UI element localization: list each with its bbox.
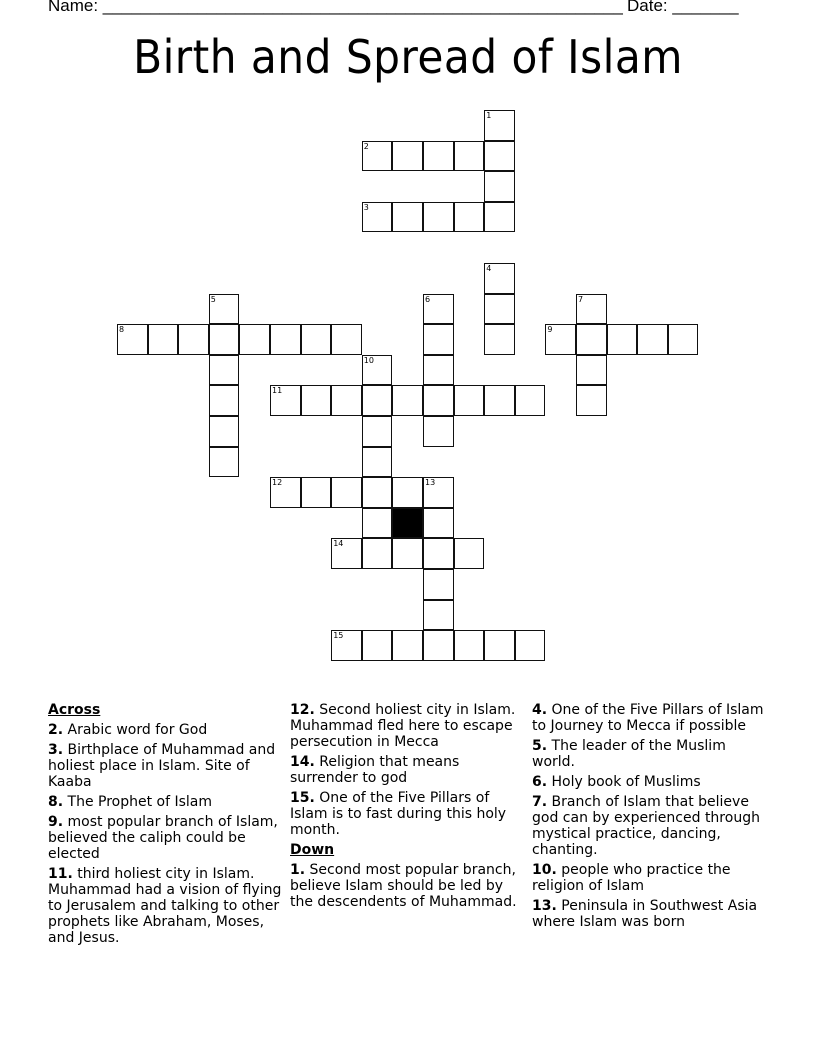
crossword-cell[interactable] <box>362 385 393 416</box>
name-field-label: Name: _______________________________________________________ <box>48 0 623 15</box>
crossword-cell[interactable] <box>423 508 454 539</box>
crossword-cell[interactable] <box>423 294 454 325</box>
crossword-cell[interactable] <box>454 538 485 569</box>
crossword-cell[interactable] <box>392 385 423 416</box>
crossword-cell[interactable] <box>484 110 515 141</box>
crossword-cell[interactable] <box>392 538 423 569</box>
cell-number: 2 <box>363 141 369 151</box>
crossword-cell[interactable] <box>362 447 393 478</box>
clue-number: 2. <box>48 722 64 738</box>
crossword-cell[interactable] <box>331 538 362 569</box>
clue-text: Arabic word for God <box>67 722 208 738</box>
crossword-cell[interactable] <box>668 324 699 355</box>
crossword-cell[interactable] <box>484 263 515 294</box>
clue-across-15 <box>290 790 526 838</box>
crossword-cell[interactable] <box>423 569 454 600</box>
cell-number: 6 <box>425 294 431 304</box>
crossword-cell[interactable] <box>362 141 393 172</box>
crossword-cell[interactable] <box>117 324 148 355</box>
clue-number: 4. <box>532 702 548 718</box>
clue-down-10 <box>532 862 768 894</box>
clue-number: 9. <box>48 814 64 830</box>
clue-number: 7. <box>532 794 548 810</box>
crossword-cell[interactable] <box>209 324 240 355</box>
cell-number: 5 <box>210 294 216 304</box>
clues-column-2 <box>290 702 526 914</box>
clue-text: third holiest city in Islam. Muhammad had a vision of flying to Jerusalem and talking to other prophets like Abraham, Moses, and Jesus. <box>48 866 282 946</box>
crossword-cell[interactable] <box>484 630 515 661</box>
cell-number: 14 <box>333 539 344 549</box>
crossword-cell[interactable] <box>423 416 454 447</box>
crossword-cell[interactable] <box>392 202 423 233</box>
clue-number: 5. <box>532 738 548 754</box>
cell-number: 3 <box>363 202 369 212</box>
crossword-cell[interactable] <box>148 324 179 355</box>
crossword-cell[interactable] <box>270 324 301 355</box>
crossword-cell[interactable] <box>331 630 362 661</box>
clue-across-11 <box>48 866 284 946</box>
crossword-cell[interactable] <box>423 324 454 355</box>
down-heading: Down <box>290 842 335 858</box>
clue-across-12 <box>290 702 526 750</box>
crossword-cell[interactable] <box>607 324 638 355</box>
clue-across-2 <box>48 722 284 738</box>
crossword-cell[interactable] <box>484 141 515 172</box>
clue-text: One of the Five Pillars of Islam is to fast during this holy month. <box>290 790 507 838</box>
cell-number: 10 <box>363 355 374 365</box>
crossword-cell[interactable] <box>362 508 393 539</box>
clues-column-1 <box>48 702 284 950</box>
crossword-cell[interactable] <box>484 294 515 325</box>
clue-number: 12. <box>290 702 315 718</box>
crossword-cell[interactable] <box>576 294 607 325</box>
crossword-cell[interactable] <box>454 141 485 172</box>
crossword-cell[interactable] <box>209 385 240 416</box>
crossword-cell[interactable] <box>454 202 485 233</box>
crossword-cell[interactable] <box>362 202 393 233</box>
crossword-cell[interactable] <box>454 630 485 661</box>
clue-text: Holy book of Muslims <box>551 774 701 790</box>
black-cell <box>392 508 423 539</box>
page-title: Birth and Spread of Islam <box>133 30 683 84</box>
crossword-cell[interactable] <box>178 324 209 355</box>
clue-down-13 <box>532 898 768 930</box>
clue-text: The leader of the Muslim world. <box>532 738 726 770</box>
crossword-cell[interactable] <box>515 630 546 661</box>
crossword-cell[interactable] <box>270 477 301 508</box>
cell-number: 11 <box>272 386 283 396</box>
crossword-cell[interactable] <box>331 385 362 416</box>
crossword-cell[interactable] <box>484 324 515 355</box>
crossword-cell[interactable] <box>362 355 393 386</box>
crossword-cell[interactable] <box>362 477 393 508</box>
clue-number: 3. <box>48 742 64 758</box>
crossword-cell[interactable] <box>423 385 454 416</box>
crossword-cell[interactable] <box>576 355 607 386</box>
clue-text: people who practice the religion of Islam <box>532 862 731 894</box>
clue-number: 15. <box>290 790 315 806</box>
cell-number: 15 <box>333 631 344 641</box>
crossword-cell[interactable] <box>301 385 332 416</box>
crossword-cell[interactable] <box>331 477 362 508</box>
crossword-cell[interactable] <box>239 324 270 355</box>
date-field-label: Date: _______ <box>627 0 739 15</box>
cell-number: 9 <box>547 325 553 335</box>
cell-number: 8 <box>119 325 125 335</box>
cell-number: 12 <box>272 478 283 488</box>
clue-number: 13. <box>532 898 557 914</box>
crossword-cell[interactable] <box>576 385 607 416</box>
crossword-cell[interactable] <box>301 324 332 355</box>
crossword-cell[interactable] <box>637 324 668 355</box>
clue-number: 14. <box>290 754 315 770</box>
crossword-cell[interactable] <box>392 141 423 172</box>
crossword-cell[interactable] <box>484 202 515 233</box>
crossword-cell[interactable] <box>545 324 576 355</box>
across-heading: Across <box>48 702 101 718</box>
crossword-cell[interactable] <box>392 477 423 508</box>
clue-text: Peninsula in Southwest Asia where Islam was born <box>532 898 758 930</box>
clue-text: Second most popular branch, believe Islam should be led by the descendents of Muhammad. <box>290 862 517 910</box>
crossword-cell[interactable] <box>392 630 423 661</box>
crossword-cell[interactable] <box>301 477 332 508</box>
crossword-cell[interactable] <box>423 477 454 508</box>
crossword-cell[interactable] <box>576 324 607 355</box>
crossword-cell[interactable] <box>209 416 240 447</box>
clue-number: 8. <box>48 794 64 810</box>
clues-column-3 <box>532 702 768 934</box>
crossword-cell[interactable] <box>423 141 454 172</box>
crossword-cell[interactable] <box>362 538 393 569</box>
crossword-cell[interactable] <box>209 294 240 325</box>
crossword-cell[interactable] <box>423 355 454 386</box>
clue-number: 11. <box>48 866 73 882</box>
crossword-cell[interactable] <box>423 202 454 233</box>
clue-text: Branch of Islam that believe god can by experienced through mystical practice, dancing, chanting. <box>532 794 760 858</box>
clue-text: The Prophet of Islam <box>67 794 212 810</box>
crossword-cell[interactable] <box>515 385 546 416</box>
crossword-cell[interactable] <box>423 630 454 661</box>
clue-text: Religion that means surrender to god <box>290 754 460 786</box>
clue-across-9 <box>48 814 284 862</box>
cell-number: 7 <box>578 294 584 304</box>
clue-number: 1. <box>290 862 306 878</box>
crossword-cell[interactable] <box>209 355 240 386</box>
clue-text: most popular branch of Islam, believed the caliph could be elected <box>48 814 278 862</box>
crossword-cell[interactable] <box>454 385 485 416</box>
clue-down-7 <box>532 794 768 858</box>
clue-across-8 <box>48 794 284 810</box>
cell-number: 1 <box>486 111 492 120</box>
crossword-cell[interactable] <box>484 385 515 416</box>
clue-down-4 <box>532 702 768 734</box>
clue-down-6 <box>532 774 768 790</box>
clue-across-14 <box>290 754 526 786</box>
clue-text: Second holiest city in Islam. Muhammad fled here to escape persecution in Mecca <box>290 702 516 750</box>
crossword-cell[interactable] <box>209 447 240 478</box>
clue-number: 10. <box>532 862 557 878</box>
cell-number: 13 <box>425 478 436 488</box>
crossword-cell[interactable] <box>484 171 515 202</box>
crossword-cell[interactable] <box>362 630 393 661</box>
cell-number: 4 <box>486 264 492 273</box>
clue-text: Birthplace of Muhammad and holiest place in Islam. Site of Kaaba <box>48 742 276 790</box>
clue-down-1 <box>290 862 526 910</box>
crossword-cell[interactable] <box>331 324 362 355</box>
crossword-cell[interactable] <box>270 385 301 416</box>
clue-across-3 <box>48 742 284 790</box>
clue-number: 6. <box>532 774 548 790</box>
crossword-cell[interactable] <box>423 600 454 631</box>
clue-down-5 <box>532 738 768 770</box>
crossword-cell[interactable] <box>423 538 454 569</box>
crossword-cell[interactable] <box>362 416 393 447</box>
clue-text: One of the Five Pillars of Islam to Journey to Mecca if possible <box>532 702 764 734</box>
